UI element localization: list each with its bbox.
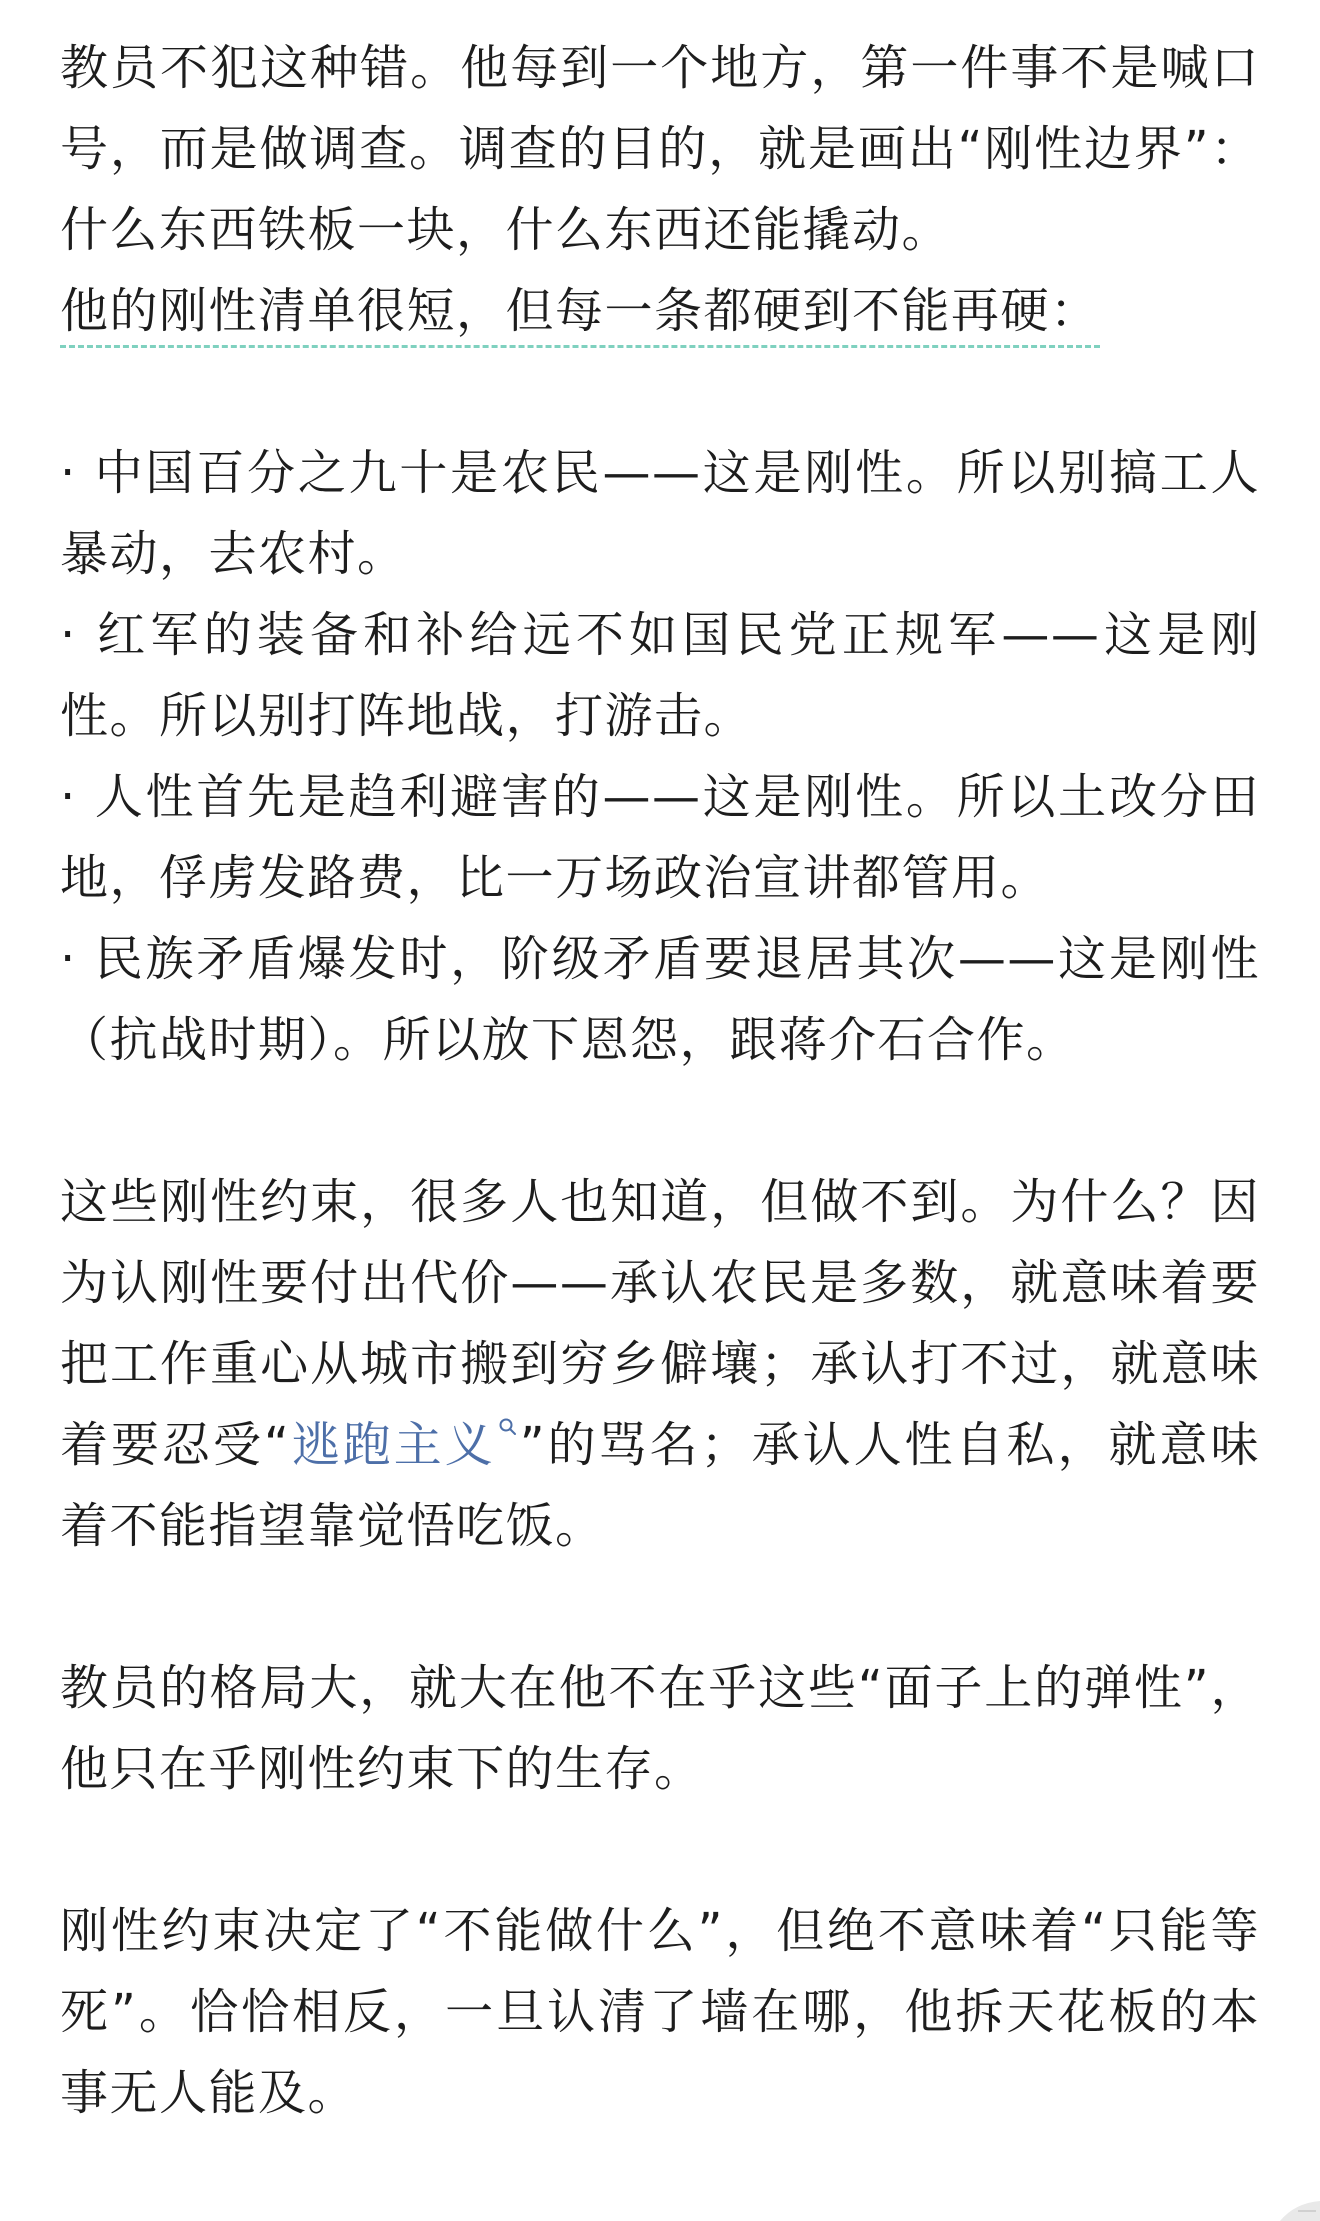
paragraph-gap bbox=[60, 352, 1260, 433]
cost-text-end: ”的骂名；承认人性自私，就意味着不能指望靠觉悟吃饭。 bbox=[60, 1417, 1260, 1554]
list-item: · 中国百分之九十是农民——这是刚性。所以别搞工人暴动，去农村。 bbox=[60, 445, 1260, 582]
paragraph-gap bbox=[60, 1081, 1260, 1162]
article-body bbox=[60, 28, 1260, 2134]
list-item: · 红军的装备和补给远不如国民党正规军——这是刚性。所以别打阵地战，打游击。 bbox=[60, 607, 1260, 744]
search-term-link[interactable] bbox=[290, 1417, 519, 1473]
paragraph-conclusion: 刚性约束决定了“不能做什么”，但绝不意味着“只能等死”。恰恰相反，一旦认清了墙在哪，他拆天花板的本事无人能及。 bbox=[60, 1903, 1260, 2121]
list-item: · 民族矛盾爆发时，阶级矛盾要退居其次——这是刚性（抗战时期）。所以放下恩怨，跟蒋介石合作。 bbox=[60, 931, 1260, 1068]
paragraph-intro bbox=[60, 28, 1260, 352]
paragraph-gap bbox=[60, 1810, 1260, 1891]
watermark-mark bbox=[1240, 2181, 1320, 2221]
list-item: · 人性首先是趋利避害的——这是刚性。所以土改分田地，俘虏发路费，比一万场政治宣讲都管用。 bbox=[60, 769, 1260, 906]
paragraph-gap bbox=[60, 1567, 1260, 1648]
search-term-label[interactable]: 逃跑主义 bbox=[290, 1417, 496, 1473]
highlighted-sentence[interactable]: 他的刚性清单很短，但每一条都硬到不能再硬： bbox=[60, 283, 1100, 348]
paragraph-pattern: 教员的格局大，就大在他不在乎这些“面子上的弹性”，他只在乎刚性约束下的生存。 bbox=[60, 1660, 1260, 1797]
intro-text: 教员不犯这种错。他每到一个地方，第一件事不是喊口号，而是做调查。调查的目的，就是画出“刚性边界”：什么东西铁板一块，什么东西还能撬动。 bbox=[60, 40, 1260, 258]
cost-text-start: 这些刚性约束，很多人也知道，但做不到。为什么？因为认刚性要付出代价——承认农民是多数，就意味着要把工作重心从城市搬到穷乡僻壤；承认打不过，就意味着要忍受“ bbox=[60, 1174, 1260, 1473]
rigidity-list bbox=[60, 433, 1260, 1081]
paragraph-cost bbox=[60, 1162, 1260, 1567]
search-icon[interactable] bbox=[498, 1417, 518, 1437]
